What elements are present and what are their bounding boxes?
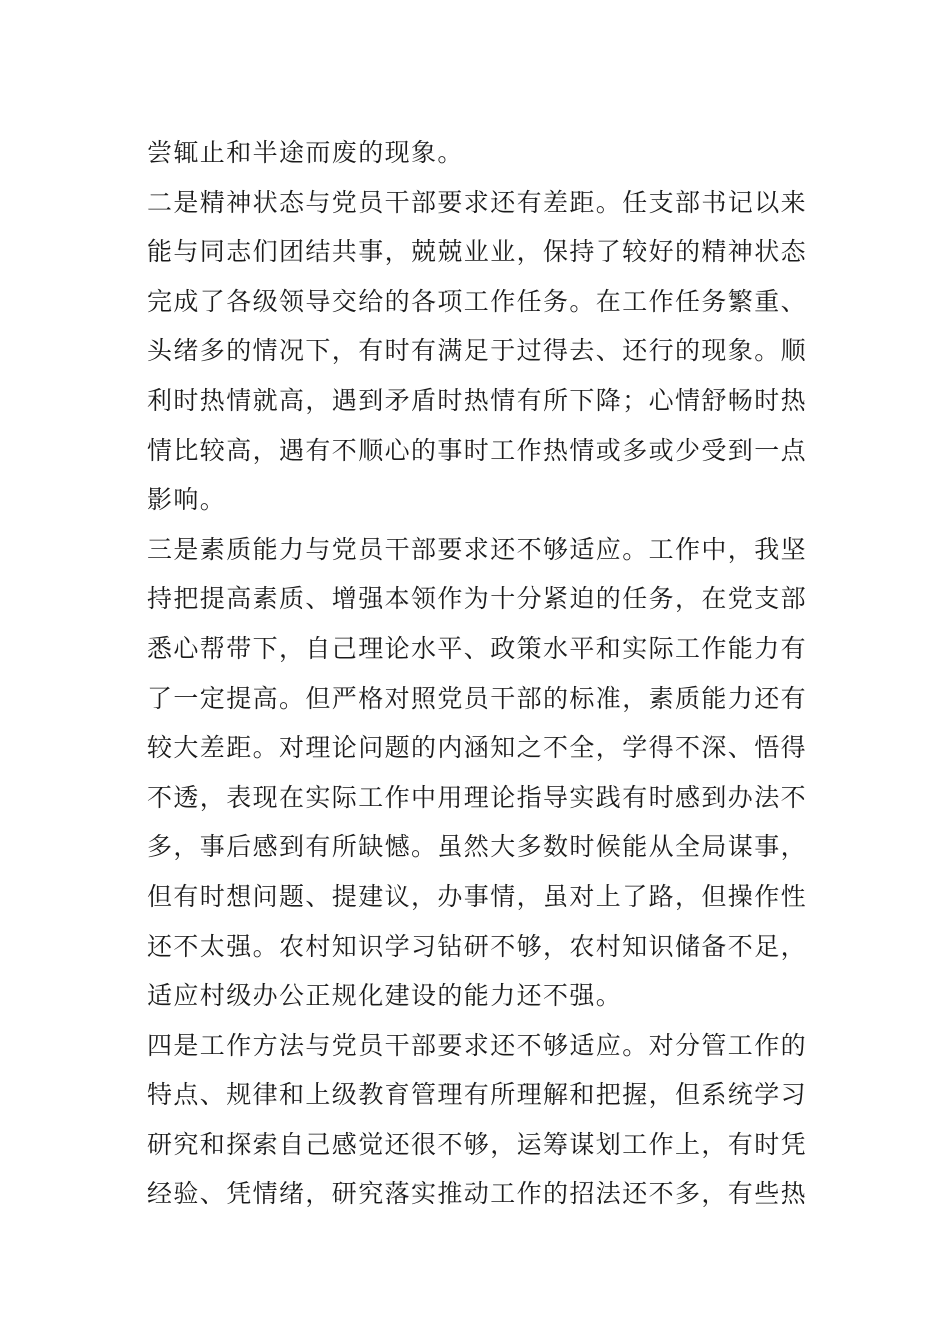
text-line: 适应村级办公正规化建设的能力还不强。 (147, 981, 623, 1011)
document-body (147, 128, 827, 1219)
text-line: 尝辄止和半途而废的现象。 (147, 138, 464, 167)
text-line: 完成了各级领导交给的各项工作任务。在工作任务繁重、 (147, 286, 808, 316)
text-line: 研究和探索自己感觉还很不够，运筹谋划工作上，有时凭 (147, 1129, 808, 1159)
text-line: 经验、凭情绪，研究落实推动工作的招法还不多，有些热 (147, 1179, 808, 1209)
text-line: 影响。 (147, 485, 227, 515)
text-line: 能与同志们团结共事，兢兢业业，保持了较好的精神状态 (147, 237, 808, 267)
text-line: 多，事后感到有所缺憾。虽然大多数时候能从全局谋事， (147, 832, 808, 862)
text-line: 利时热情就高，遇到矛盾时热情有所下降；心情舒畅时热 (147, 385, 808, 415)
text-line: 不透，表现在实际工作中用理论指导实践有时感到办法不 (147, 782, 808, 812)
text-line: 二是精神状态与党员干部要求还有差距。任支部书记以来 (147, 187, 808, 217)
text-line: 持把提高素质、增强本领作为十分紧迫的任务，在党支部 (147, 584, 808, 614)
text-line: 但有时想问题、提建议，办事情，虽对上了路，但操作性 (147, 881, 808, 911)
text-line: 四是工作方法与党员干部要求还不够适应。对分管工作的 (147, 1030, 808, 1060)
text-line: 悉心帮带下，自己理论水平、政策水平和实际工作能力有 (147, 633, 808, 663)
text-line: 还不太强。农村知识学习钻研不够，农村知识储备不足， (147, 931, 808, 961)
text-line: 特点、规律和上级教育管理有所理解和把握，但系统学习 (147, 1080, 808, 1110)
text-line: 三是素质能力与党员干部要求还不够适应。工作中，我坚 (147, 534, 808, 564)
text-line: 了一定提高。但严格对照党员干部的标准，素质能力还有 (147, 683, 808, 713)
text-line: 较大差距。对理论问题的内涵知之不全，学得不深、悟得 (147, 733, 808, 763)
text-line: 情比较高，遇有不顺心的事时工作热情或多或少受到一点 (147, 435, 808, 465)
text-line: 头绪多的情况下，有时有满足于过得去、还行的现象。顺 (147, 336, 808, 366)
